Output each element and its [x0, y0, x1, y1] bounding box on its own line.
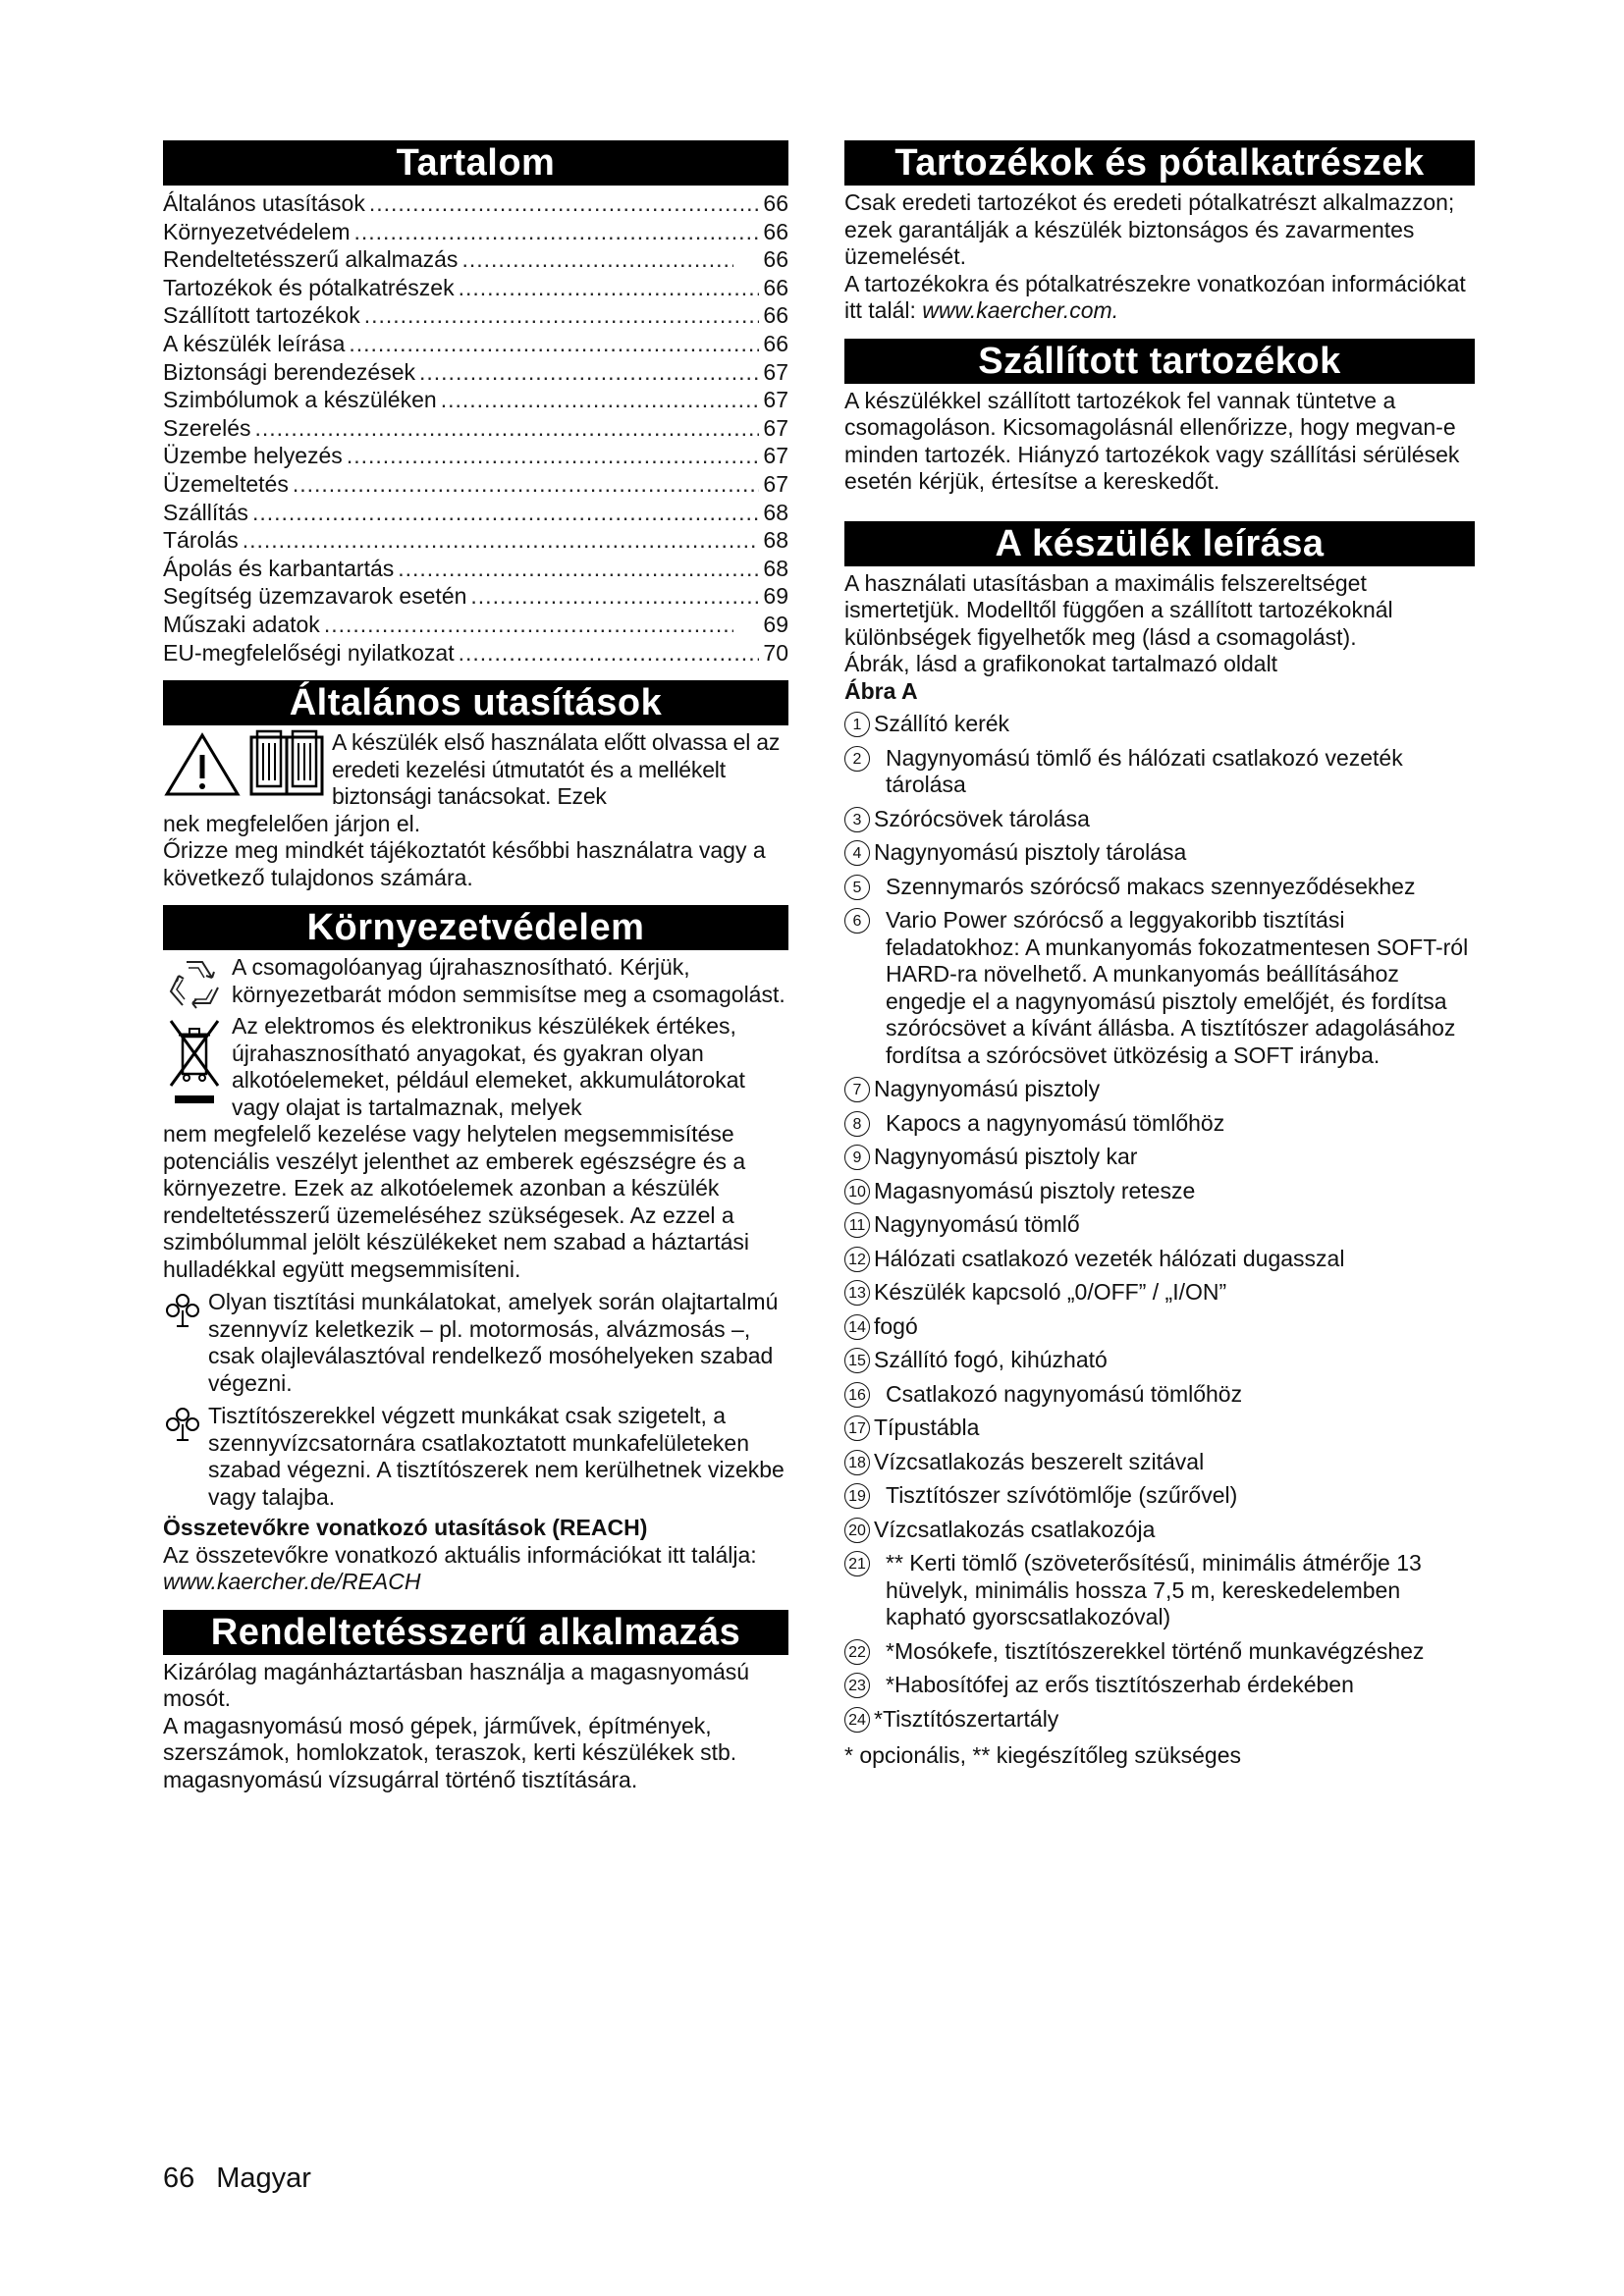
toc-entry-page: 66	[763, 190, 788, 216]
component-item	[844, 1638, 1475, 1666]
description-section	[844, 521, 1475, 1770]
toc-entry[interactable]	[163, 499, 788, 527]
component-label: Vízcsatlakozás csatlakozója	[874, 1516, 1156, 1542]
toc-entry-page: 67	[763, 358, 788, 385]
delivered-p1: A készülékkel szállított tartozékok fel vannak tüntetve a csomagoláson. Kicsomagolásnál ellenőrizze, hogy megvan-e minden tartozék. Hiányzó tartozékok vagy szállítási sérülések esetén kérjük, értesítse a kereskedőt.	[844, 387, 1460, 494]
item-number-badge: 13	[844, 1280, 870, 1306]
item-number-badge: 8	[844, 1111, 870, 1137]
kaercher-link[interactable]: www.kaercher.com.	[922, 297, 1119, 323]
component-label: Kapocs a nagynyomású tömlőhöz	[886, 1109, 1225, 1136]
component-item	[844, 1381, 1475, 1409]
component-label: *Mosókefe, tisztítószerekkel történő munkavégzéshez	[886, 1637, 1425, 1664]
toc-entry-page: 67	[763, 387, 788, 413]
intended-use-heading: Rendeltetésszerű alkalmazás	[163, 1610, 788, 1655]
component-label: *Tisztítószertartály	[874, 1705, 1059, 1732]
component-label: Típustábla	[874, 1415, 980, 1440]
toc-leader	[324, 611, 734, 639]
component-label: Magasnyomású pisztoly retesze	[874, 1177, 1196, 1203]
component-label: Csatlakozó nagynyomású tömlőhöz	[886, 1380, 1243, 1407]
toc-entry[interactable]	[163, 414, 788, 443]
intended-p2: A magasnyomású mosó gépek, járművek, építmények, szerszámok, homlokzatok, teraszok, kerti készülékek stb. magasnyomású vízsugárral történő tisztítására.	[163, 1712, 737, 1792]
toc-entry[interactable]	[163, 330, 788, 358]
delivered-heading: Szállított tartozékok	[844, 339, 1475, 384]
toc-entry-title: Rendeltetésszerű alkalmazás	[163, 246, 459, 273]
component-item	[844, 1076, 1475, 1103]
component-label: Nagynyomású tömlő	[874, 1211, 1080, 1237]
component-label: fogó	[874, 1312, 918, 1339]
item-number-badge: 14	[844, 1314, 870, 1340]
toc-entry[interactable]	[163, 301, 788, 330]
toc-entry-title: Szállítás	[163, 499, 248, 525]
crossed-bin-icon	[163, 1013, 226, 1111]
toc-entry-page: 66	[763, 274, 788, 300]
toc-entry[interactable]	[163, 611, 788, 639]
component-list	[844, 711, 1475, 1733]
toc-entry[interactable]	[163, 470, 788, 499]
component-item	[844, 1517, 1475, 1544]
env-weee-text: Az elektromos és elektronikus készülékek értékes, újrahasznosítható anyagokat, és gyakran olyan alkotóelemeket, például elemeket, akkumulátorokat vagy olajat is tartalmaznak, melyek	[232, 1013, 745, 1120]
toc-entry-title: Általános utasítások	[163, 190, 365, 216]
toc-entry-title: Ápolás és karbantartás	[163, 555, 395, 581]
toc-entry-page: 66	[763, 302, 788, 329]
toc-entry[interactable]	[163, 639, 788, 667]
item-number-badge: 16	[844, 1382, 870, 1408]
component-item	[844, 1178, 1475, 1205]
toc-entry-page: 68	[763, 499, 788, 525]
component-item	[844, 1415, 1475, 1442]
item-number-badge: 20	[844, 1518, 870, 1543]
item-number-badge: 12	[844, 1247, 870, 1272]
item-number-badge: 18	[844, 1450, 870, 1475]
description-heading: A készülék leírása	[844, 521, 1475, 566]
toc-entry-page: 67	[763, 414, 788, 441]
component-item	[844, 1672, 1475, 1699]
item-number-badge: 15	[844, 1348, 870, 1373]
item-number-badge: 6	[844, 908, 870, 934]
toc-entry-title: Műszaki adatok	[163, 611, 320, 637]
general-heading: Általános utasítások	[163, 680, 788, 725]
component-label: Készülék kapcsoló „0/OFF” / „I/ON”	[874, 1279, 1227, 1305]
figure-label: Ábra A	[844, 677, 918, 704]
component-item	[844, 1246, 1475, 1273]
toc-entry[interactable]	[163, 218, 788, 246]
component-item	[844, 1347, 1475, 1374]
water-drop-icon	[163, 1403, 202, 1448]
item-number-badge: 2	[844, 746, 870, 772]
toc-leader	[459, 639, 760, 667]
toc-leader	[364, 301, 760, 330]
component-item	[844, 1706, 1475, 1734]
component-label: Szállító kerék	[874, 711, 1010, 736]
toc-entry[interactable]	[163, 358, 788, 387]
footnote: * opcionális, ** kiegészítőleg szükséges	[844, 1742, 1242, 1768]
component-item	[844, 1144, 1475, 1171]
toc-entry-page: 68	[763, 527, 788, 554]
toc-entry[interactable]	[163, 582, 788, 611]
item-number-badge: 10	[844, 1179, 870, 1204]
component-item	[844, 1449, 1475, 1476]
toc-entry-page: 69	[763, 583, 788, 610]
toc-entry-title: Biztonsági berendezések	[163, 358, 415, 385]
item-number-badge: 11	[844, 1212, 870, 1238]
description-p1: A használati utasításban a maximális felszereltséget ismertetjük. Modelltől függően a szállított tartozékoknál különbségek figyelhetők meg (lásd a csomagolást).	[844, 569, 1393, 650]
toc-entry-page: 69	[763, 611, 788, 637]
env-weee-cont: nem megfelelő kezelése vagy helytelen megsemmisítése potenciális veszélyt jelenthet az emberek egészségre és a környezetre. Ezek az alkotóelemek azonban a készülék rendeltetésszerű üzemeléséhez szükségesek. Az ezzel a szimbólummal jelölt készülékeket nem szabad a háztartási hulladékkal együtt megsemmisíteni.	[163, 1121, 749, 1282]
toc-leader	[252, 499, 759, 527]
reach-text: Az összetevőkre vonatkozó aktuális információkat itt találja:	[163, 1541, 757, 1568]
env-oil-text: Olyan tisztítási munkálatokat, amelyek során olajtartalmú szennyvíz keletkezik – pl. motormosás, alvázmosás –, csak olajleválasztóval rendelkező mosóhelyeken szabad végezni.	[208, 1289, 779, 1396]
item-number-badge: 17	[844, 1415, 870, 1441]
toc-entry-page: 67	[763, 470, 788, 497]
page-number: 66	[163, 2163, 195, 2194]
recycling-icon	[163, 954, 226, 1013]
component-item	[844, 839, 1475, 867]
component-item	[844, 1313, 1475, 1341]
component-item	[844, 711, 1475, 738]
toc-leader	[354, 218, 760, 246]
manual-book-icon	[247, 729, 326, 798]
intended-p1: Kizárólag magánháztartásban használja a magasnyomású mosót.	[163, 1658, 750, 1712]
component-label: Tisztítószer szívótömlője (szűrővel)	[886, 1482, 1238, 1508]
component-label: Nagynyomású tömlő és hálózati csatlakozó vezeték tárolása	[886, 744, 1403, 797]
right-column	[844, 140, 1475, 1770]
item-number-badge: 1	[844, 712, 870, 737]
toc-entry-title: Üzembe helyezés	[163, 443, 343, 469]
component-label: Nagynyomású pisztoly tárolása	[874, 839, 1187, 865]
environment-heading: Környezetvédelem	[163, 905, 788, 950]
accessories-section	[844, 140, 1475, 325]
general-keep: Őrizze meg mindkét tájékoztatót későbbi használatra vagy a következő tulajdonos számára.	[163, 837, 766, 890]
component-item	[844, 1211, 1475, 1239]
reach-link[interactable]: www.kaercher.de/REACH	[163, 1569, 421, 1595]
toc-entry[interactable]	[163, 245, 788, 274]
toc-leader	[243, 526, 760, 555]
reach-title: Összetevőkre vonatkozó utasítások (REACH)	[163, 1515, 648, 1541]
component-label: Hálózati csatlakozó vezeték hálózati dugasszal	[874, 1245, 1345, 1271]
toc-leader	[419, 358, 759, 387]
toc-leader	[369, 189, 760, 218]
item-number-badge: 9	[844, 1145, 870, 1170]
component-label: Vízcsatlakozás beszerelt szitával	[874, 1448, 1205, 1474]
component-item	[844, 907, 1475, 1069]
toc-leader	[293, 470, 760, 499]
table-of-contents	[163, 189, 788, 667]
component-label: Szállító fogó, kihúzható	[874, 1347, 1108, 1372]
toc-entry-title: Üzemeltetés	[163, 470, 289, 497]
toc-entry-title: Szállított tartozékok	[163, 302, 360, 329]
toc-entry-page: 66	[763, 330, 788, 356]
warning-triangle-icon	[163, 729, 242, 798]
toc-entry[interactable]	[163, 386, 788, 414]
language-label: Magyar	[216, 2163, 311, 2194]
component-item	[844, 745, 1475, 799]
toc-entry-title: Szimbólumok a készüléken	[163, 387, 437, 413]
general-section	[163, 680, 788, 891]
item-number-badge: 3	[844, 807, 870, 832]
component-item	[844, 874, 1475, 901]
component-item	[844, 1110, 1475, 1138]
toc-leader	[347, 442, 760, 470]
left-column	[163, 140, 788, 1793]
item-number-badge: 23	[844, 1673, 870, 1698]
component-label: *Habosítófej az erős tisztítószerhab érdekében	[886, 1672, 1354, 1697]
toc-entry[interactable]	[163, 526, 788, 555]
intended-use-section	[163, 1610, 788, 1794]
toc-entry-title: Környezetvédelem	[163, 218, 351, 244]
toc-leader	[470, 582, 759, 611]
toc-entry-title: Segítség üzemzavarok esetén	[163, 583, 467, 610]
toc-heading: Tartalom	[163, 140, 788, 186]
toc-entry-page: 70	[763, 639, 788, 666]
component-label: ** Kerti tömlő (szöveterősítésű, minimális átmérője 13 hüvelyk, minimális hossza 7,5 m, kereskedelemben kapható gyorscsatlakozóval)	[886, 1550, 1422, 1629]
delivered-section	[844, 339, 1475, 496]
component-label: Nagynyomású pisztoly kar	[874, 1144, 1138, 1169]
toc-leader	[398, 555, 759, 583]
toc-entry-page: 66	[763, 246, 788, 273]
toc-leader	[461, 245, 733, 274]
item-number-badge: 21	[844, 1551, 870, 1576]
component-label: Szórócsövek tárolása	[874, 805, 1090, 831]
item-number-badge: 7	[844, 1077, 870, 1102]
component-label: Vario Power szórócső a leggyakoribb tisztítási feladatokhoz: A munkanyomás fokozatmentesen SOFT-ról HARD-ra növelhető. A munkanyomás beállításához engedje el a nagynyomású pisztoly emelőjét, és fordítsa szórócsövet a kívánt állásba. A tisztítószer adagolásához fordítsa a szórócsövet ütközésig a SOFT irányba.	[886, 907, 1469, 1068]
toc-leader	[349, 330, 759, 358]
component-item	[844, 806, 1475, 833]
toc-leader	[254, 414, 759, 443]
toc-leader	[441, 386, 760, 414]
toc-entry[interactable]	[163, 274, 788, 302]
environment-section	[163, 905, 788, 1596]
component-item	[844, 1482, 1475, 1510]
general-intro: A készülék első használata előtt olvassa el az eredeti kezelési útmutatót és a mellékelt biztonsági tanácsokat. Ezek	[332, 729, 781, 810]
item-number-badge: 24	[844, 1707, 870, 1733]
toc-entry[interactable]	[163, 442, 788, 470]
page-footer	[163, 2163, 333, 2195]
component-label: Szennymarós szórócső makacs szennyeződésekhez	[886, 873, 1416, 899]
accessories-heading: Tartozékok és pótalkatrészek	[844, 140, 1475, 186]
toc-entry-page: 67	[763, 443, 788, 469]
component-item	[844, 1550, 1475, 1631]
item-number-badge: 22	[844, 1639, 870, 1665]
toc-entry-page: 68	[763, 555, 788, 581]
reach-paragraph	[163, 1542, 788, 1596]
toc-entry-title: Tartozékok és pótalkatrészek	[163, 274, 455, 300]
toc-entry-page: 66	[763, 218, 788, 244]
env-recycle-text: A csomagolóanyag újrahasznosítható. Kérjük, környezetbarát módon semmisítse meg a csomagolást.	[232, 954, 785, 1007]
general-intro-cont: nek megfelelően járjon el.	[163, 810, 421, 836]
water-drop-icon	[163, 1289, 202, 1334]
description-p2: Ábrák, lásd a grafikonokat tartalmazó oldalt	[844, 651, 1278, 676]
accessories-p1: Csak eredeti tartozékot és eredeti pótalkatrészt alkalmazzon; ezek garantálják a készülék biztonságos és zavarmentes üzemelését.	[844, 189, 1455, 269]
toc-entry-title: EU-megfelelőségi nyilatkozat	[163, 639, 455, 666]
item-number-badge: 19	[844, 1483, 870, 1509]
accessories-p2: A tartozékokra és pótalkatrészekre vonatkozóan információkat itt talál: www.kaercher.com.	[844, 270, 1466, 323]
env-detergent-text: Tisztítószerekkel végzett munkákat csak szigetelt, a szennyvízcsatornára csatlakoztatott munkafelületeken szabad végezni. A tisztítószerek nem kerülhetnek vizekbe vagy talajba.	[208, 1403, 785, 1510]
toc-entry-title: Szerelés	[163, 414, 251, 441]
toc-leader	[459, 274, 760, 302]
item-number-badge: 5	[844, 875, 870, 900]
component-label: Nagynyomású pisztoly	[874, 1076, 1101, 1101]
component-item	[844, 1279, 1475, 1307]
toc-entry-title: Tárolás	[163, 527, 239, 554]
toc-entry[interactable]	[163, 189, 788, 218]
item-number-badge: 4	[844, 840, 870, 866]
toc-entry-title: A készülék leírása	[163, 330, 346, 356]
toc-entry[interactable]	[163, 555, 788, 583]
